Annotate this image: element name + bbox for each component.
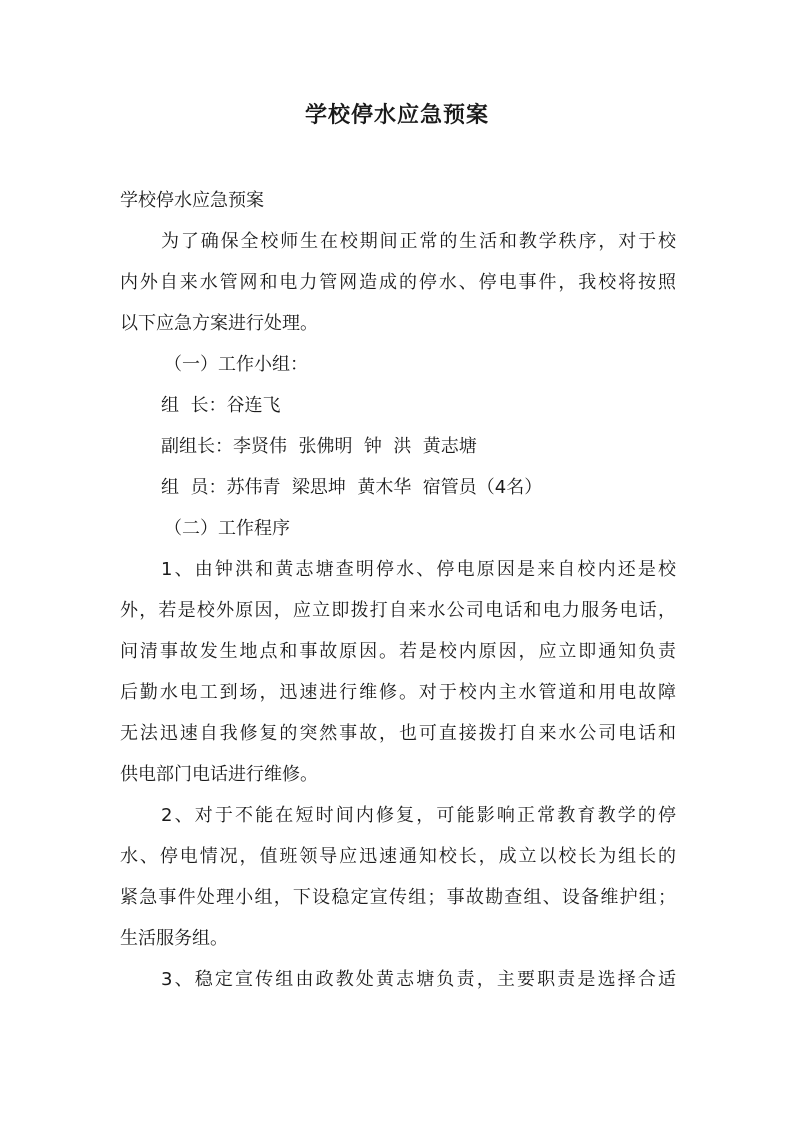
team-leader-line: 组 长：谷连飞 bbox=[161, 395, 281, 416]
paragraph-line: 2、对于不能在短时间内修复，可能影响正常教育教学的停 bbox=[161, 805, 676, 826]
paragraph-line: 外，若是校外原因，应立即拨打自来水公司电话和电力服务电话， bbox=[120, 600, 676, 621]
section-heading: （一）工作小组： bbox=[164, 354, 308, 375]
section-heading: （二）工作程序 bbox=[164, 518, 290, 539]
paragraph-line: 紧急事件处理小组，下设稳定宣传组；事故勘查组、设备维护组； bbox=[120, 887, 676, 908]
paragraph-line: 以下应急方案进行处理。 bbox=[120, 313, 318, 334]
paragraph-line: 生活服务组。 bbox=[120, 928, 228, 949]
paragraph-line: 问清事故发生地点和事故原因。若是校内原因，应立即通知负责 bbox=[120, 641, 676, 662]
document-title: 学校停水应急预案 bbox=[304, 103, 489, 128]
team-members-line: 组 员：苏伟青 梁思坤 黄木华 宿管员（4名） bbox=[161, 477, 543, 498]
body-subtitle: 学校停水应急预案 bbox=[120, 190, 264, 211]
paragraph-line: 3、稳定宣传组由政教处黄志塘负责，主要职责是选择合适 bbox=[161, 969, 676, 990]
paragraph-line: 水、停电情况，值班领导应迅速通知校长，成立以校长为组长的 bbox=[120, 846, 676, 867]
paragraph-line: 无法迅速自我修复的突然事故，也可直接拨打自来水公司电话和 bbox=[120, 723, 676, 744]
paragraph-line: 1、由钟洪和黄志塘查明停水、停电原因是来自校内还是校 bbox=[161, 559, 676, 580]
paragraph-line: 供电部门电话进行维修。 bbox=[120, 764, 318, 785]
team-deputy-line: 副组长：李贤伟 张佛明 钟 洪 黄志塘 bbox=[161, 436, 477, 457]
paragraph-line: 后勤水电工到场，迅速进行维修。对于校内主水管道和用电故障 bbox=[120, 682, 676, 703]
paragraph-line: 内外自来水管网和电力管网造成的停水、停电事件，我校将按照 bbox=[120, 272, 676, 293]
paragraph-line: 为了确保全校师生在校期间正常的生活和教学秩序，对于校 bbox=[161, 231, 676, 252]
document-body bbox=[120, 180, 676, 1000]
